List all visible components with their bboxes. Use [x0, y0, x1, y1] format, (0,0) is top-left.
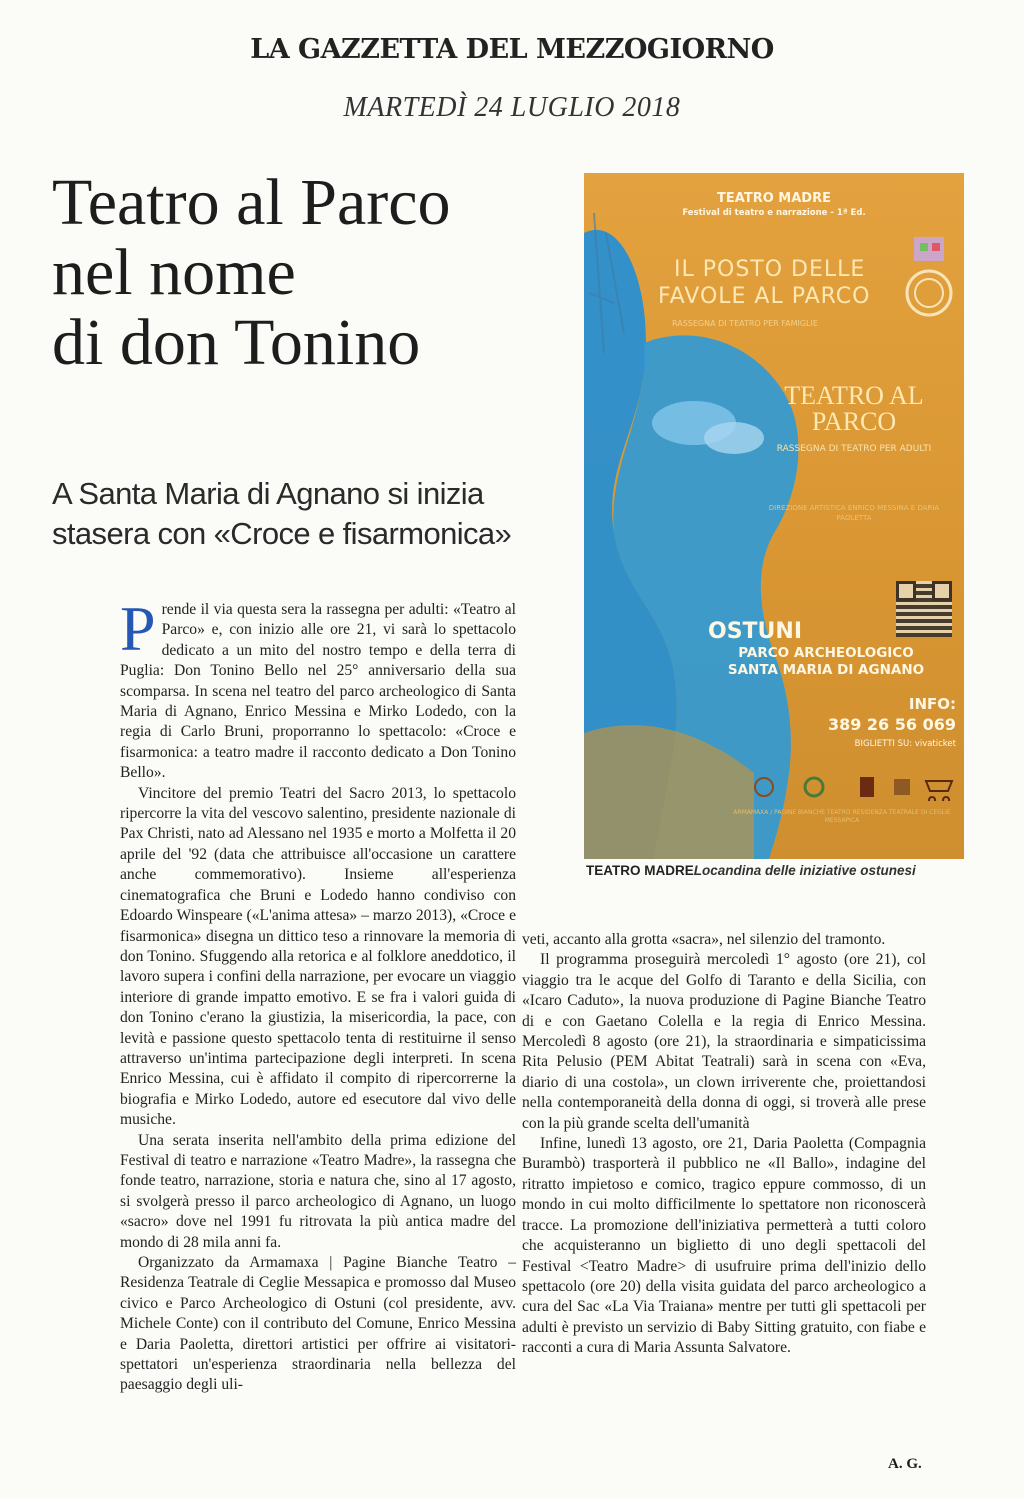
article-paragraph: Vincitore del premio Teatri del Sacro 2013, lo spettacolo ripercorre la vita del vescovo salentino, presidente nazionale di Pax Christi, nato ad Alessano nel 1935 e morto a Molfetta il 20 aprile del '92 (data che attribuisce all'occasione un carattere anche commemorativo). Insieme all'esperienza cinematografica che Bruni e Lodedo hanno condiviso con Edoardo Winspeare («L'anima attesa» – marzo 2013), «Croce e fisarmonica» disegna un dittico teso a rinnovare la memoria di don Tonino. Sfuggendo alla retorica e al folklore aneddotico, il lavoro supera i confini della narrazione, per evocare un viaggio interiore di grande impatto emotivo. E se fra i valori guida di don Tonino c'erano la giustizia, la misericordia, la pace, con levità e passione questo spettacolo tenta di restituirne il senso attraverso un'intima partecipazione degli interpreti. In scena Enrico Messina, cui è affidato il compito di ripercorrerne la biografia e Mirko Lodedo, autore ed esecutore dal vivo delle musiche. [120, 784, 516, 1129]
article-subheadline [52, 474, 562, 554]
article-paragraph: Il programma proseguirà mercoledì 1° agosto (ore 21), col viaggio tra le acque del Golfo di Taranto e della Sicilia, con «Icaro Caduto», la nuova produzione di Pagine Bianche Teatro di e con Gaetano Colella e la regia di Enrico Messina. Mercoledì 8 agosto (ore 21), la straordinaria e simpaticissima Rita Pelusio (PEM Abitat Teatrali) sarà in scena con «Eva, diario di una costola», un clown irriverente che, proiettandosi nella contemporaneità della donna di oggi, si troverà alle prese con la più grande scelta dell'umanità [522, 951, 926, 1132]
event-poster [584, 173, 964, 859]
newspaper-masthead: LA GAZZETTA DEL MEZZOGIORNO [250, 34, 774, 65]
article-paragraph: Una serata inserita nell'ambito della prima edizione del Festival di teatro e narrazione «Teatro Madre», la rassegna che fonde teatro, narrazione, storia e natura che, sino al 17 agosto, si svolgerà presso il parco archeologico di Agnano, un luogo «sacro» dove nel 1991 fu ritrovata la più antica madre del mondo di 28 mila anni fa. [120, 1131, 516, 1251]
poster-teatro-al: TEATRO AL [784, 381, 924, 410]
poster-parco: PARCO [811, 407, 897, 436]
sponsor-logo-2 [805, 778, 823, 796]
caption-label: TEATRO MADRE [586, 863, 694, 878]
subhead-line-1: A Santa Maria di Agnano si inizia [52, 476, 484, 511]
article-paragraph [120, 593, 516, 784]
poster-festival-line: Festival di teatro e narrazione - 1ª Ed. [682, 208, 866, 218]
publication-date: MARTEDÌ 24 LUGLIO 2018 [343, 92, 681, 123]
article-paragraph: veti, accanto alla grotta «sacra», nel silenzio del tramonto. [522, 931, 886, 948]
poster-rassegna-adulti: RASSEGNA DI TEATRO PER ADULTI [776, 444, 932, 454]
poster-parco-archeologico: PARCO ARCHEOLOGICO [738, 645, 914, 661]
poster-caption [586, 863, 966, 878]
poster-teatro-al-parco [754, 383, 954, 435]
article-paragraph: Infine, lunedì 13 agosto, ore 21, Daria Paoletta (Compagnia Burambò) trasporterà il pubblico ne «Il Ballo», indagine del ritratto impietoso e comico, tragico eppure commosso, di un mondo in cui molto difficilmente lo spettatore non riconoscerà tracce. La promozione dell'iniziativa permetterà a tutti coloro che acquisteranno un biglietto di uno degli spettacoli del Festival <Teatro Madre> di usufruire prima dell'inizio dello spettacolo (ore 20) della visita guidata del parco archeologico a cura del Sac «La Via Traiana» mentre per tutti gli spettacoli per adulti è previsto un servizio di Baby Sitting gratuito, con fiabe e racconti a cura di Maria Assunta Salvatore. [522, 1135, 926, 1357]
poster-location [696, 645, 956, 679]
poster-rassegna-famiglie: RASSEGNA DI TEATRO PER FAMIGLIE [672, 319, 818, 328]
poster-favole-title: FAVOLE AL PARCO [658, 284, 871, 309]
caption-text: Locandina delle iniziative ostunesi [693, 863, 916, 878]
poster-tickets: BIGLIETTI SU: vivaticket [854, 739, 956, 749]
paragraph-text: rende il via questa sera la rassegna per adulti: «Teatro al Parco» e, con inizio alle ore 21, vi sarà lo spettacolo dedicato a un mito del nostro tempo e della terra di Puglia: Don Tonino Bello nel 25° anniversario della sua scomparsa. In scena nel teatro del parco archeologico di Santa Maria di Agnano, Enrico Messina e Mirko Lodedo, con la regia di Carlo Bruni, proporranno lo spettacolo: «Croce e fisarmonica: a teatro madre il racconto dedicato a Don Tonino Bello». [120, 601, 516, 782]
article-column-2 [522, 930, 926, 1359]
cart-logo-icon [926, 781, 952, 801]
article-paragraph: Organizzato da Armamaxa | Pagine Bianche Teatro – Residenza Teatrale di Ceglie Messapica e promosso dal Museo civico e Parco Archeologico di Ostuni (col presidente, avv. Michele Conte) con il contributo del Comune, Enrico Messina e Daria Paoletta, direttori artistici per offrire ai visitatori-spettatori un'esperienza straordinaria nella bellezza del paesaggio degli uli- [120, 1254, 516, 1394]
sponsor-logo-4 [894, 779, 910, 795]
article-headline [52, 168, 562, 378]
poster-santa-maria: SANTA MARIA DI AGNANO [727, 662, 925, 678]
subhead-line-2: stasera con «Croce e fisarmonica» [52, 516, 512, 551]
qr-code-icon [896, 581, 952, 637]
poster-organizer: TEATRO MADRE [717, 191, 831, 206]
sponsor-logos [744, 773, 958, 801]
poster-ostuni: OSTUNI [708, 619, 803, 644]
poster-posto-title: IL POSTO DELLE [674, 257, 866, 282]
sponsor-logo-1 [755, 778, 773, 796]
headline-line-3: di don Tonino [52, 306, 421, 379]
poster-info-label: INFO: [908, 695, 956, 713]
headline-line-1: Teatro al Parco [52, 166, 451, 239]
drop-cap: P [120, 593, 156, 664]
headline-line-2: nel nome [52, 236, 296, 309]
poster-phone: 389 26 56 069 [827, 715, 956, 734]
sponsor-logo-3 [860, 777, 874, 797]
article-column-1 [120, 593, 516, 1396]
poster-direzione: DIREZIONE ARTISTICA ENRICO MESSINA E DARIA PAOLETTA [768, 504, 940, 522]
poster-footer-credits: ARMAMAXA / PAGINE BIANCHE TEATRO RESIDENZA TEATRALE DI CEGLIE MESSAPICA [733, 809, 951, 824]
author-initials: A. G. [888, 1456, 922, 1472]
